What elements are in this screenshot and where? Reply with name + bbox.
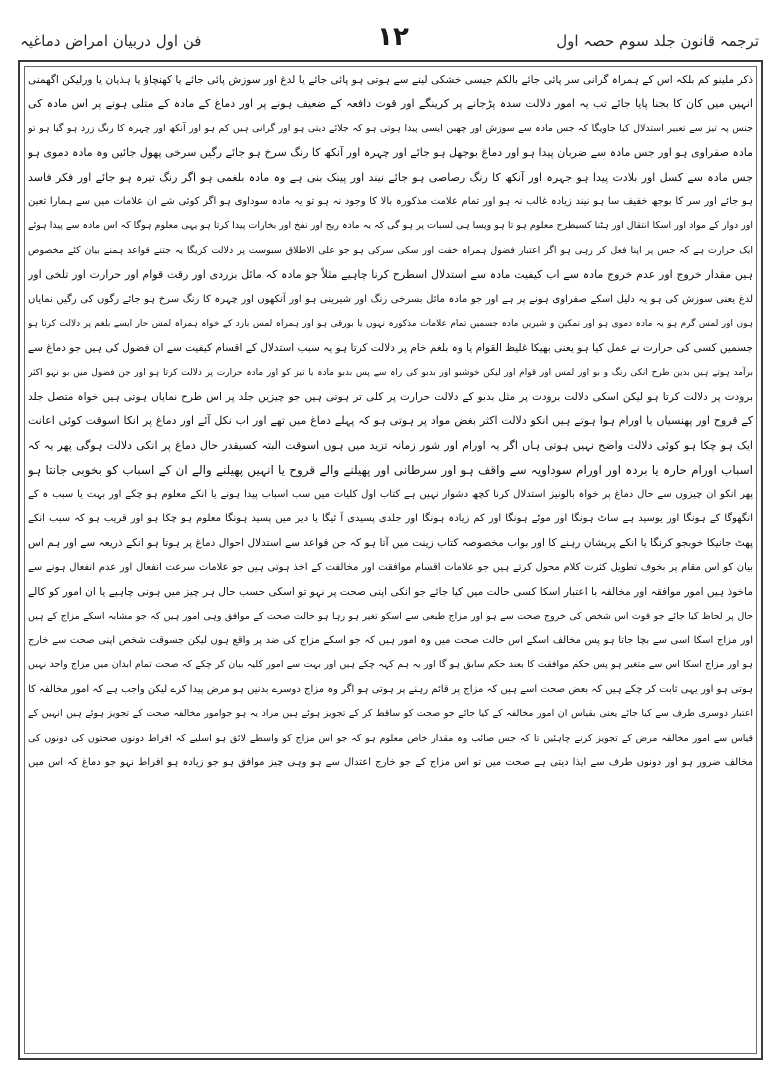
body-text [28,68,753,1053]
text-line: جس مادہ سے کسل اور بلادت پیدا ہو جہرہ اور آنکھ کا رنگ رصاصی ہو جائے نیند اور پینک بنی ہے وہ مادہ بلغمی ہو اگر رنگ تیرہ ہو جائے اور فکر فاسد [28,170,753,184]
page-number: ۱۲ [377,22,409,52]
text-line: حال پر لحاظ کیا جائے جو قوت اس شخص کی خروج صحت سے ہو اور مزاج طبعی سے اسکو تغیر ہو رہا ہو حالت صحت کے موافق وہی امور ہیں کہ جو مشابہ اسکے مزاج کے ہیں [28,610,753,622]
text-line: برآمد ہوتے ہیں بدین طرح انکی رنگ و بو اور لمس اور قوام اور لیکن خوشبو اور بدبو کی راہ سے پس بدبو مادہ یا تیز کو اور مادہ حرارت پر دلالت کرتا ہو اور جن فضول میں بو نہو اکثر [28,367,753,378]
text-line: ہوں اور لمس گرم ہو یہ مادہ دموی ہو اور نمکین و شیریں مادہ جسمیں تمام علامات مذکورہ نہوں یا بورقی ہو اور ہمراہ لمس بارد کے خواہ ہمراہ لمس حار ایسے بلغم پر دلالت کرتا ہو [28,318,753,329]
text-line: ہو جائے اور سر کا بوجھ خفیف سا ہو نیند زیادہ غالب نہ ہو اور تمام علامت مذکورہ بالا کا وجود نہ ہو تو یہ مادہ سوداوی ہو اگر کوئی شے ان علامات میں سے ہمارا تعین [28,195,753,207]
text-line: پھر انکو ان چیزوں سے حال دماغ پر خواہ بالونیز استدلال کرنا کچھ دشوار نہیں ہے کتاب اول کلیات میں سب اسباب پیدا ہونے یا انکے معلوم ہو چکے اور بہت یا سبب ہ کے [28,488,753,500]
text-line: اور مزاج اسکا اسی سے بچا جاتا ہو پس مخالف اسکے اس حالت صحت میں وہ امور ہیں کہ جو اسکے مزاج کی ضد پر واقع ہوں لیکن جسوقت شخص اپنی صحت سے خارج [28,634,753,646]
text-line: لدغ یعنی سوزش کی ہو یہ دلیل اسکے صفراوی ہونے پر ہے اور جو مادہ مائل بسرخی رنگ اور شیرینی ہو اور آنکھوں اور چہرہ کا رنگ سرخ ہو جائے رگوں کی رگیں نمایاں [28,293,753,305]
page-header [18,20,763,60]
text-line: ہیں مقدار خروج اور عدم خروج مادہ سے اب کیفیت مادہ سے استدلال اسطرح کرنا چاہیے مثلاً جو مادہ کہ مائل بزردی اور رقت قوام اور حرارت اور تلخی اور [28,268,753,282]
text-line: جسمیں کسی کی حرارت نے عمل کیا ہو یعنی بھیکا غلیظ القوام یا وہ بلغم خام پر دلالت کرتا ہو یہ سبب استدلال کے اقسام کیفیت سے ان فضول کی ہیں جو دماغ سے [28,342,753,355]
text-line: مادہ صفراوی ہو اور جس مادہ سے ضربان پیدا ہو اور دماغ بوجھل ہو جائے اور چہرہ اور آنکھ کا رنگ سرخ ہو جائے رگیں سرخی پھول جائیں وہ مادہ دموی ہو [28,146,753,160]
text-line: اعتبار دوسری طرف سے کیا جائے یعنی بقیاس ان امور مخالفہ کے کیا جائے جو صحت کو ساقط کر کے تجویز ہوئے ہیں مراد یہ ہو جوامور مخالفہ صحت کے تجویز ہوئے ہیں انہیں کے [28,708,753,720]
text-line: اور دوار کے مواد اور اسکا انتقال اور ہٹنا کسیطرح معلوم ہو تا ہو ویسا ہی لسبات پر ہو گی کہ یہ مادہ ریح اور نفخ اور بخارات پیدا کرتا ہو یہی معلوم ہوگا کہ اس مادہ سے پیدا ہوئے [28,220,753,232]
text-line: پھٹ جانیکا خوبجو کرنگا یا انکے پریشان رہنے کا اور بواب مخصوصہ کتاب زینت میں آتا ہو کہ جن قواعد سے استدلال احوال دماغ پر ہوتا ہو انکے ذریعہ سے اور ہم اس [28,537,753,550]
text-line: ایک ہو چکا ہو کوئی دلالت واضح نہیں ہوتی ہاں اگر یہ اورام اور شور زمانہ تزید میں ہوں اسوقت البتہ کسیقدر حال دماغ پر انکی دلالت ہوگی پھر یہ کہ [28,438,753,452]
text-line: مخالف ضرور ہو اور دونوں طرف سے ایذا دیتی ہے صحت میں تو اس مزاج کے جو خارج اعتدال سے ہو وہی چیز موافق ہو جو زیادہ ہو افراط نہو جو دماغ کہ اس میں [28,756,753,768]
text-line: ماخوذ ہیں امور موافقہ اور مخالفہ با اعتبار اسکا کسی حالت میں کیا جائے جو انکی اپنی صحت پر نہو تو اسکی حسب حال ہر چیز میں ہونی چاہیے یا ان امور کو کالے [28,586,753,599]
text-line: جنس پہ تیز سے تعبیر استدلال کیا جاویگا کہ جس مادہ سے سوزش اور چھبن ایسی پیدا ہوتی ہو کہ جلائے دیتی ہو اور گرانی ہیں کم ہو اور آنکھ اور چہرہ کا رنگ زرد ہو گیا ہو تو [28,122,753,134]
text-line: ایک حرارت ہے کہ جس پر اپنا فعل کر رہی ہو اگر اعتبار فضول ہمراہ خفت اور سکی سرکی ہو جو علی الاطلاق سبوست پر دلالت کریگا یہ جتنے قواعد ہمنے بیان کئے مخصوص [28,244,753,256]
text-line: کے قروح اور پھنسیاں یا اورام ہوا ہوتے ہیں انکو دلالت اکثر بغض مواد پر ہوتی ہو کہ پہلے دماغ میں تھے اور اب نکل آئے اور دماغ پر انکا اسوقت کوئی اعانت [28,414,753,428]
text-line: بیان کو اس مقام پر بخوف تطویل کثرت کلام محول کرتے ہیں جو علامات اقسام موافقت اور مخالفت کے اخذ ہوتی ہیں جو علامات سرعت انفعال اور عدم انفعال ہونے سے [28,561,753,573]
text-line: قیاس سے امور مخالفہ مرض کے تجویز کرنے چاہئیں تا کہ جس صائب وہ مقدار خاص معلوم ہو کہ جو اس مزاج کو واسطے لائق ہو اسلیے کہ افراط دونوں صحتوں کی دونوں کی [28,732,753,744]
book-title: ترجمہ قانون جلد سوم حصہ اول [556,32,759,50]
text-line: ہو اور مزاج اسکا اس سے متغیر ہو پس حکم موافقت کا بعند حکم سابق ہو گا اور یہ ہم کہہ چکے ہیں اور بہت سے امور کلیہ بیان کر چکے کہ صحت تمام ابدان میں مزاج واحد نہیں [28,659,753,671]
text-line: ہوتی ہو اور یہی ثابت کر چکے ہیں کہ بعض صحت اسے ہیں کہ مزاج پر قائم رہنے پر ہوتی ہو اگر وہ مزاج دوسرے بدنیں ہو مرض پیدا کرے لیکن واجب ہے کہ امور مخالفہ کا [28,683,753,695]
text-line: انہیں میں کان کا بجنا پایا جائے تب یہ امور دلالت سدہ پڑجانے پر کرینگے اور قوت دافعہ کے ضعیف ہونے پر اور دماغ کے مادہ کے متلی ہونے پر اس مادہ کی [28,97,753,111]
section-title: فن اول دربیان امراض دماغیہ [20,32,202,50]
text-line: برودت پر دلالت کرتا ہو لیکن اسکی دلالت برودت پر مثل بدبو کے دلالت حرارت پر کلی تر ہوتی ہیں جو چیزیں جلد پر اس طرح نمایاں ہوتی ہیں خواہ متصل جلد [28,391,753,404]
text-line: ذکر ملینو کم بلکہ اس کے ہمراہ گرانی سر پائی جائے بالکم جیسی خشکی لینے سے ہوتی ہو پائی جائے یا لدغ اور سوزش پائی جائے یا کھنچاؤ یا ہذیان یا ورلیکن اگھمنی [28,74,753,86]
text-line: اسباب اورام حارہ یا بردہ اور اورام سوداویہ سے واقف ہو اور سرطانی اور پھیلنے والے قروح یا انہیں پھیلنے والے ان کے اسباب کو بخوبی جانتا ہو [28,463,753,478]
text-line: انگھوگا کے ہونگا اور یوسید ہے ساٹ ہونگا اور موٹے ہونگا اور کم زیادہ ہونگا اور جلدی پسیدی آ ئیگا یا دیر میں پسید ہونگا معلوم ہو چکا ہو اور قریب ہو کہ سبب انکے [28,513,753,525]
